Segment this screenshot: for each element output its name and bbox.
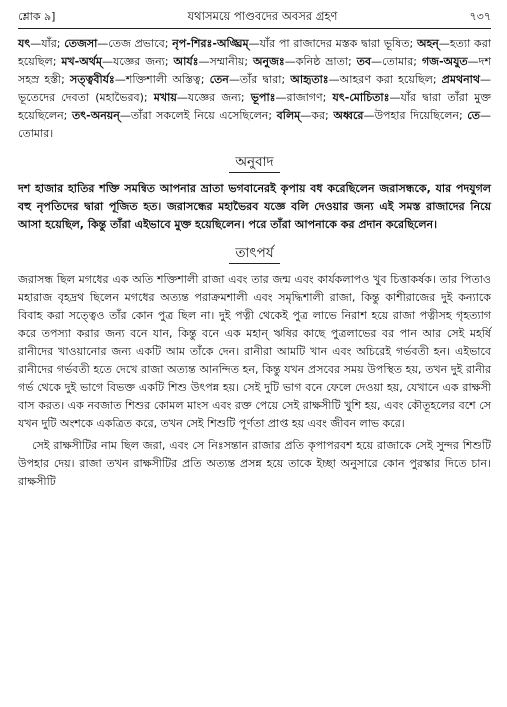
synonym-word: গজ-অযুত: [421, 55, 468, 68]
page-number: ৭৩৭: [469, 10, 491, 23]
synonym-word: আহৃতাঃ: [290, 73, 329, 86]
synonym-word: ভূপাঃ: [250, 91, 276, 104]
synonym-meaning: —শক্তিশালী অস্তিত্ব;: [114, 73, 210, 86]
synonym-meaning: —হত্যা করা হয়েছিল;: [18, 37, 491, 68]
translation-heading-text: অনুবাদ: [229, 154, 279, 173]
verse-reference: শ্লোক ৯]: [18, 10, 56, 23]
synonym-meaning: —রাজাগণ;: [275, 91, 333, 104]
synonym-meaning: —যজ্ঞের জন্য;: [101, 55, 174, 68]
synonym-meaning: —কর;: [300, 109, 334, 122]
synonym-meaning: —যাঁর পা রাজাদের মস্তক দ্বারা ভূষিত;: [248, 37, 417, 50]
synonym-meaning: —যাঁর;: [30, 37, 65, 50]
synonym-word: তব: [356, 55, 372, 68]
synonym-meaning: —তেজ প্রভাবে;: [97, 37, 173, 50]
synonym-meaning: —যাঁর দ্বারা তাঁরা মুক্ত হয়েছিলেন;: [18, 91, 491, 122]
header-rule: [18, 28, 491, 29]
synonym-word: যৎ-মোচিতাঃ: [332, 91, 390, 104]
synonym-meaning: —তোমার;: [371, 55, 422, 68]
synonym-word: প্রমথনাথ: [441, 73, 480, 86]
synonym-word: অধ্বরে: [333, 109, 364, 122]
synonym-meaning: —দশ সহস্র হস্তী;: [18, 55, 491, 86]
synonym-word: অনুজঃ: [252, 55, 285, 68]
purport-paragraph: সেই রাক্ষসীটির নাম ছিল জরা, এবং সে নিঃসন্তান রাজার প্রতি কৃপাপরবশ হয়ে রাজাকে সেই সুন্দর শিশুটি উপহার দেয়। রাজা তখন রাক্ষসীটির প্রতি অত্যন্ত প্রসন্ন হয়ে তাকে ইচ্ছা অনুসারে কোন পুরস্কার দিতে চান। রাক্ষসীটি: [18, 439, 491, 488]
synonym-meaning: —কনিষ্ঠ ভ্রাতা;: [284, 55, 357, 68]
synonym-word: যৎ: [18, 37, 31, 50]
synonym-meaning: —উপহার দিয়েছিলেন;: [363, 109, 468, 122]
synonym-word: তৎ-অনয়ন্: [72, 109, 120, 122]
synonym-meaning: —যজ্ঞের জন্য;: [176, 91, 251, 104]
purport-paragraph: জরাসন্ধ ছিল মগধের এক অতি শক্তিশালী রাজা এবং তার জন্ম এবং কার্যকলাপও খুব চিত্তাকর্ষক। তার পিতাও মহারাজ বৃহদ্রথ ছিলেন মগধের অত্যন্ত পরাক্রমশালী এবং সমৃদ্ধিশালী রাজা, কিন্তু কাশীরাজের দুই কন্যাকে বিবাহ করা সত্ত্বেও তাঁর কোন পুত্র ছিল না। দুই পত্নী থেকেই পুত্র লাভে নিরাশ হয়ে রাজা পত্নীসহ গৃহত্যাগ করে তপস্যা করার জন্য বনে যান, কিন্তু বনে এক মহান্ ঋষির কাছে পুত্রলাভের বর পান আর সেই মহর্ষি রানীদের খাওয়ানোর জন্য একটি আম তাঁকে দেন। রানীরা আমটি খান এবং অচিরেই গর্ভবতী হন। এইভাবে রানীদের গর্ভবতী হতে দেখে রাজা অত্যন্ত আনন্দিত হন, কিন্তু যখন প্রসবের সময় উপস্থিত হয়, তখন দুই রানীর গর্ভ থেকে দুই ভাগে বিভক্ত একটি শিশু উৎপন্ন হয়। সেই দুটি ভাগ বনে ফেলে দেওয়া হয়, যেখানে এক রাক্ষসী বাস করত। এক নবজাত শিশুর কোমল মাংস এবং রক্ত পেয়ে সেই রাক্ষসীটি খুশি হয়, এবং কৌতূহলের বশে সে যখন দুটি অংশকে একত্রিত করে, তখন সেই শিশুটি পূর্ণতা প্রাপ্ত হয় এবং জীবন লাভ করে।: [18, 273, 491, 430]
synonym-word: আর্যঃ: [173, 55, 199, 68]
synonym-word: অহন্: [417, 37, 439, 50]
synonym-meaning: —তোমার।: [18, 109, 492, 140]
translation-heading: [18, 151, 491, 174]
synonym-word: মখায়: [153, 91, 177, 104]
synonym-word: বলিম্: [276, 109, 301, 122]
word-synonyms: [18, 35, 491, 143]
synonym-meaning: —ভূতেদের দেবতা (মহাভৈরব);: [18, 73, 491, 104]
synonym-meaning: —তাঁর দ্বারা;: [228, 73, 291, 86]
synonym-word: তেজসা: [64, 37, 98, 50]
running-header: [18, 8, 491, 28]
synonym-word: সত্ত্ববীর্যঃ: [69, 73, 115, 86]
synonym-word: তেন: [209, 73, 229, 86]
synonym-meaning: —সম্মানীয়;: [198, 55, 253, 68]
translation-text: দশ হাজার হাতির শক্তি সমন্বিত আপনার ভ্রাতা ভগবানেরই কৃপায় বধ করেছিলেন জরাসন্ধকে, যার পদযুগল বহু নৃপতিদের দ্বারা পূজিত হত। জরাসন্ধের মহাভৈরব যজ্ঞে বলি দেওয়ার জন্য এই সমস্ত রাজাদের নিয়ে আসা হয়েছিল, কিন্তু তাঁরা এইভাবে মুক্ত হয়েছিলেন। পরে তাঁরা আপনাকে কর প্রদান করেছিলেন।: [18, 182, 491, 231]
synonym-meaning: —তাঁরা সকলেই নিয়ে এসেছিলেন;: [119, 109, 277, 122]
synonym-word: নৃপ-শিরঃ-অঙ্ঘ্রিম্: [172, 37, 249, 50]
purport-heading-text: তাৎপর্য: [229, 245, 279, 264]
chapter-title: যথাসময়ে পাণ্ডবদের অবসর গ্রহণ: [187, 9, 338, 23]
purport-heading: [18, 242, 491, 265]
synonym-meaning: —আহরণ করা হয়েছিল;: [328, 73, 442, 86]
synonym-word: তে: [467, 109, 481, 122]
synonym-word: মখ-অর্থম্: [61, 55, 102, 68]
